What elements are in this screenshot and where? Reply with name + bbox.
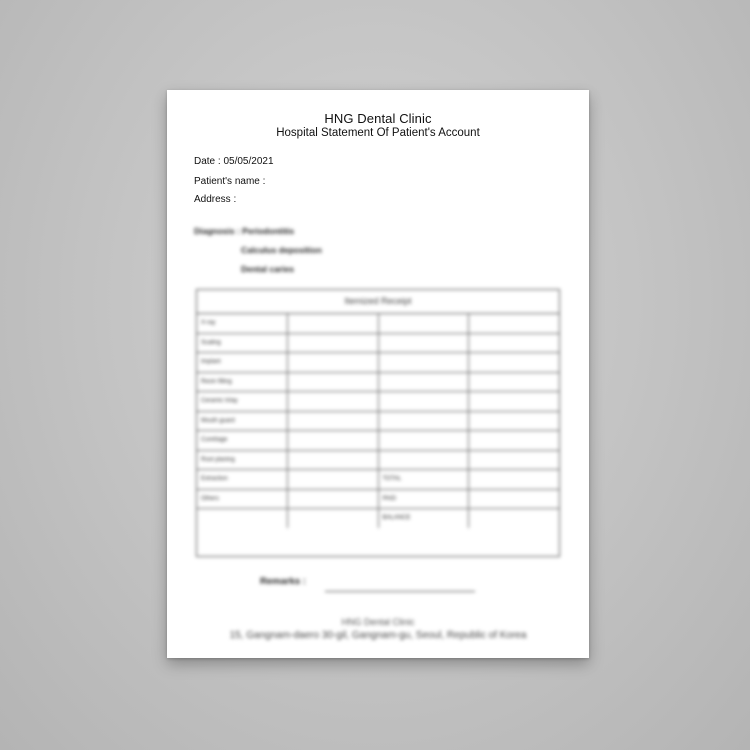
table-row [197, 353, 559, 373]
table-cell [288, 314, 379, 333]
table-cell [469, 314, 560, 333]
table-cell: Extraction [197, 470, 288, 490]
table-cell: Mouth guard [197, 411, 288, 431]
table-cell [469, 450, 560, 470]
table-cell [288, 470, 379, 490]
table-row [197, 489, 559, 509]
date-field: Date : 05/05/2021 [194, 156, 274, 167]
table-cell [197, 509, 288, 528]
table-cell [288, 392, 379, 412]
table-cell: Implant [197, 353, 288, 373]
diagnosis-label: Diagnosis : Periodontitis [194, 226, 295, 236]
receipt-title: Itemized Receipt [197, 290, 559, 314]
table-cell: PAID [378, 489, 469, 509]
table-cell [469, 372, 560, 392]
table-row [197, 431, 559, 451]
table-cell [469, 431, 560, 451]
table-cell [378, 450, 469, 470]
table-cell: Root planing [197, 450, 288, 470]
table-row [197, 392, 559, 412]
table-cell [378, 333, 469, 353]
table-cell [469, 333, 560, 353]
table-cell: Scaling [197, 333, 288, 353]
table-row [197, 509, 559, 528]
table-row [197, 470, 559, 490]
table-cell: BALANCE [378, 509, 469, 528]
table-cell [469, 509, 560, 528]
table-cell [288, 509, 379, 528]
remarks-label: Remarks : [260, 576, 306, 587]
table-cell [469, 470, 560, 490]
address-field: Address : [194, 194, 237, 205]
table-cell [288, 411, 379, 431]
table-cell [378, 372, 469, 392]
remarks-line [325, 591, 475, 592]
table-cell [288, 431, 379, 451]
table-row [197, 411, 559, 431]
table-row [197, 450, 559, 470]
statement-paper [167, 90, 589, 658]
table-cell [469, 489, 560, 509]
table-cell [288, 353, 379, 373]
clinic-name: HNG Dental Clinic [324, 111, 432, 126]
diagnosis-item: Calculus deposition [241, 245, 322, 255]
diagnosis-item: Dental caries [241, 264, 294, 274]
statement-title: Hospital Statement Of Patient's Account [276, 127, 480, 139]
table-cell: Resin filling [197, 372, 288, 392]
footer-address: 15, Gangnam-daero 30-gil, Gangnam-gu, Seoul, Republic of Korea [229, 630, 527, 641]
table-row [197, 372, 559, 392]
patient-name-field: Patient's name : [194, 176, 266, 187]
table-cell: TOTAL [378, 470, 469, 490]
table-cell: Ceramic Inlay [197, 392, 288, 412]
itemized-receipt-table [196, 289, 560, 557]
table-cell: Others [197, 489, 288, 509]
table-cell [378, 314, 469, 333]
table-row [197, 314, 559, 333]
table-cell [378, 431, 469, 451]
table-cell [378, 353, 469, 373]
table-cell [288, 333, 379, 353]
table-cell [288, 372, 379, 392]
footer-clinic-name: HNG Dental Clinic [341, 617, 415, 627]
table-cell: X-ray [197, 314, 288, 333]
table-cell [469, 353, 560, 373]
table-cell [469, 392, 560, 412]
table-cell [288, 489, 379, 509]
table-cell: Curettage [197, 431, 288, 451]
table-cell [378, 392, 469, 412]
receipt-grid [197, 314, 559, 528]
table-cell [469, 411, 560, 431]
table-row [197, 333, 559, 353]
table-cell [288, 450, 379, 470]
table-cell [378, 411, 469, 431]
